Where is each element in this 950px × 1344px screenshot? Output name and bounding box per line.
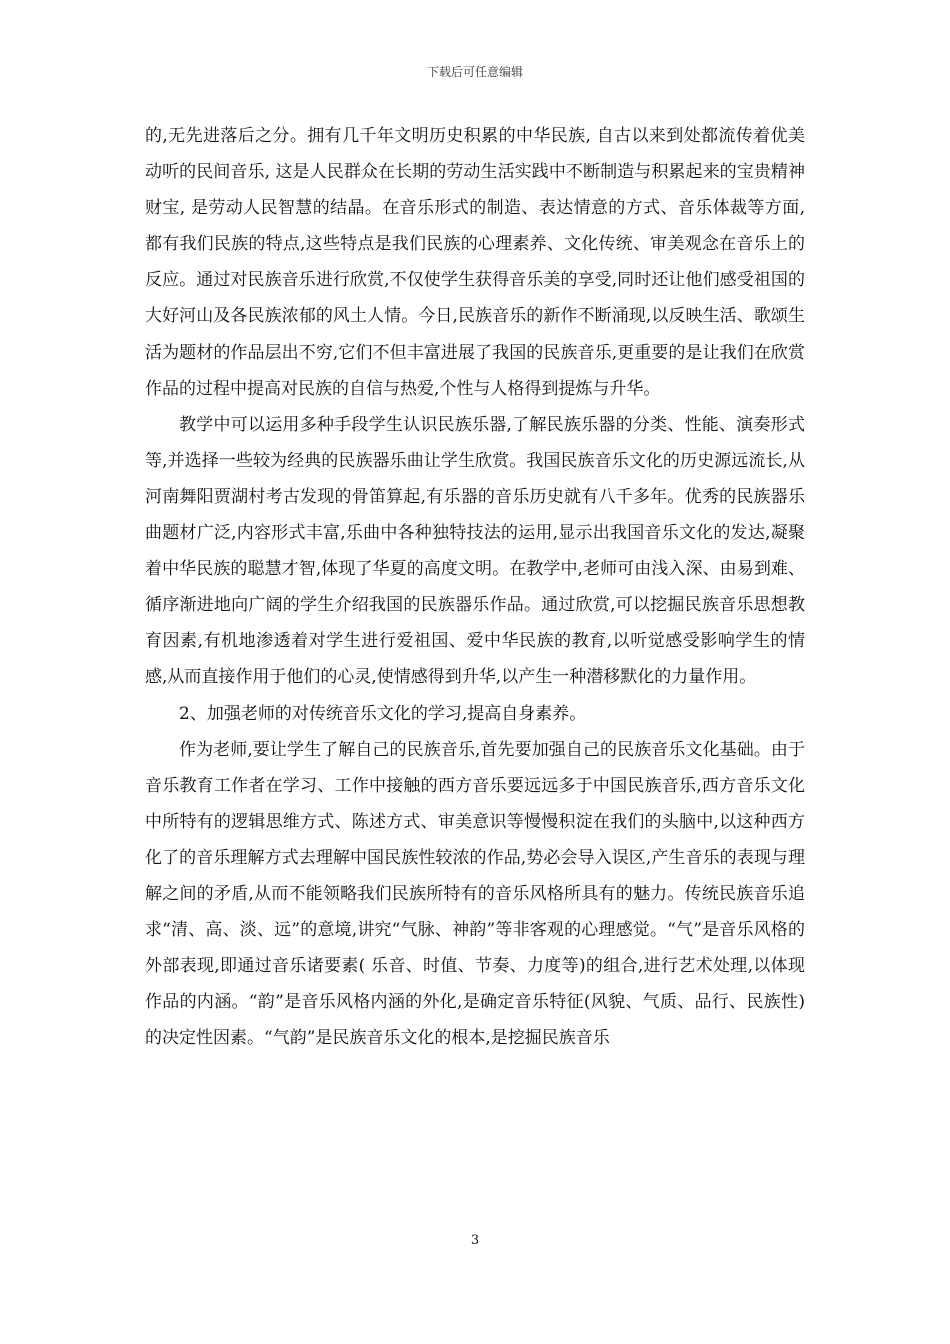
page-header: 下载后可任意编辑 (426, 65, 523, 79)
paragraph-3: 作为老师,要让学生了解自己的民族音乐,首先要加强自己的民族音乐文化基础。由于音乐教育工作者在学习、工作中接触的西方音乐要远远多于中国民族音乐,西方音乐文化中所特有的逻辑思维方式、陈述方式、审美意识等慢慢积淀在我们的头脑中,以这种西方化了的音乐理解方式去理解中国民族性较浓的作品,势必会导入误区,产生音乐的表现与理解之间的矛盾,从而不能领略我们民族所特有的音乐风格所具有的魅力。传统民族音乐追求“清、高、淡、远”的意境,讲究“气脉、神韵”等非客观的心理感觉。“气”是音乐风格的外部表现,即通过音乐诸要素( 乐音、时值、节奏、力度等)的组合,进行艺术处理,以体现作品的内涵。“韵”是音乐风格内涵的外化,是确定音乐特征(风貌、气质、品行、民族性)的决定性因素。“气韵”是民族音乐文化的根本,是挖掘民族音乐 (145, 739, 805, 1049)
paragraph-2: 教学中可以运用多种手段学生认识民族乐器,了解民族乐器的分类、性能、演奏形式等,并选择一些较为经典的民族器乐曲让学生欣赏。我国民族音乐文化的历史源远流长,从河南舞阳贾湖村考古发现的骨笛算起,有乐器的音乐历史就有八千多年。优秀的民族器乐曲题材广泛,内容形式丰富,乐曲中各种独特技法的运用,显示出我国音乐文化的发达,凝聚着中华民族的聪慧才智,体现了华夏的高度文明。在教学中,老师可由浅入深、由易到难、循序渐进地向广阔的学生介绍我国的民族器乐作品。通过欣赏,可以挖掘民族音乐思想教育因素,有机地渗透着对学生进行爱祖国、爱中华民族的教育,以听觉感受影响学生的情感,从而直接作用于他们的心灵,使情感得到升华,以产生一种潜移默化的力量作用。 (145, 414, 805, 688)
page-number: 3 (470, 1233, 480, 1248)
document-body (145, 118, 805, 1056)
section-heading-2: 2、加强老师的对传统音乐文化的学习,提高自身素养。 (179, 703, 587, 724)
paragraph-1-continuation: 的,无先进落后之分。拥有几千年文明历史积累的中华民族, 自古以来到处都流传着优美动听的民间音乐, 这是人民群众在长期的劳动生活实践中不断制造与积累起来的宝贵精神财宝, 是劳动人民智慧的结晶。在音乐形式的制造、表达情意的方式、音乐体裁等方面,都有我们民族的特点,这些特点是我们民族的心理素养、文化传统、审美观念在音乐上的反应。通过对民族音乐进行欣赏,不仅使学生获得音乐美的享受,同时还让他们感受祖国的大好河山及各民族浓郁的风土人情。今日,民族音乐的新作不断涌现,以反映生活、歌颂生活为题材的作品层出不穷,它们不但丰富进展了我国的民族音乐,更重要的是让我们在欣赏作品的过程中提高对民族的自信与热爱,个性与人格得到提炼与升华。 (145, 126, 805, 399)
